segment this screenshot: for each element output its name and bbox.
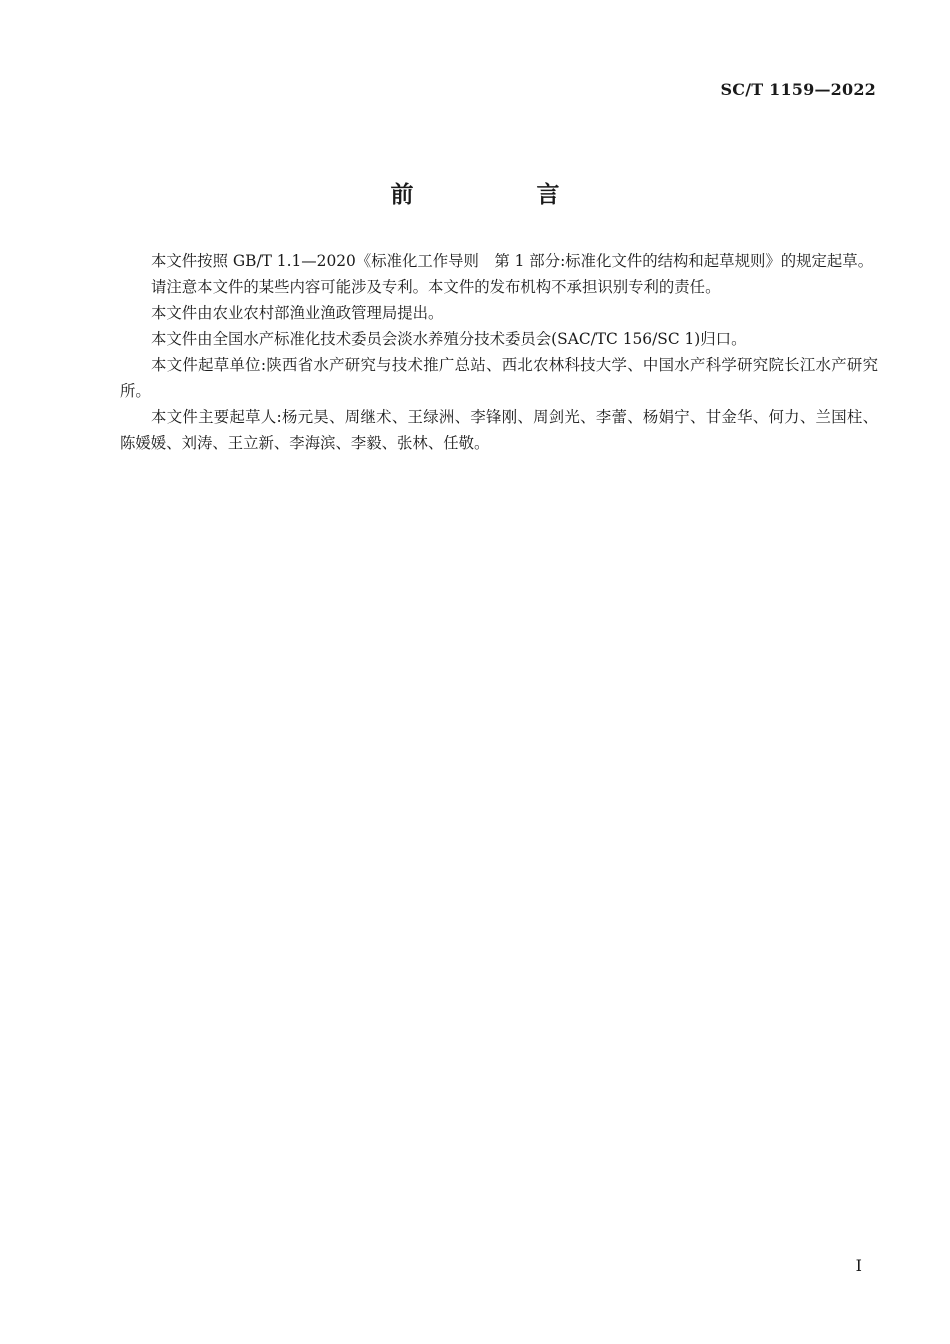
paragraph-drafting-units: 本文件起草单位:陕西省水产研究与技术推广总站、西北农林科技大学、中国水产科学研究院长江水产研究所。	[120, 356, 878, 400]
paragraph-proposed-by: 本文件由农业农村部渔业渔政管理局提出。	[151, 304, 444, 322]
standard-number: SC/T 1159—2022	[720, 80, 876, 99]
paragraph-patent-notice: 请注意本文件的某些内容可能涉及专利。本文件的发布机构不承担识别专利的责任。	[151, 278, 721, 296]
paragraph-drafters: 本文件主要起草人:杨元昊、周继术、王绿洲、李锋刚、周剑光、李蕾、杨娟宁、甘金华、何力、兰国柱、陈媛媛、刘涛、王立新、李海滨、李毅、张林、任敬。	[120, 408, 878, 452]
foreword-body	[120, 248, 878, 456]
page-title: 前 言	[390, 182, 610, 208]
page-number: I	[855, 1256, 862, 1275]
paragraph-centralized-by: 本文件由全国水产标准化技术委员会淡水养殖分技术委员会(SAC/TC 156/SC 1)归口。	[151, 330, 747, 348]
paragraph-drafting-rules: 本文件按照 GB/T 1.1—2020《标准化工作导则 第 1 部分:标准化文件的结构和起草规则》的规定起草。	[151, 252, 874, 270]
